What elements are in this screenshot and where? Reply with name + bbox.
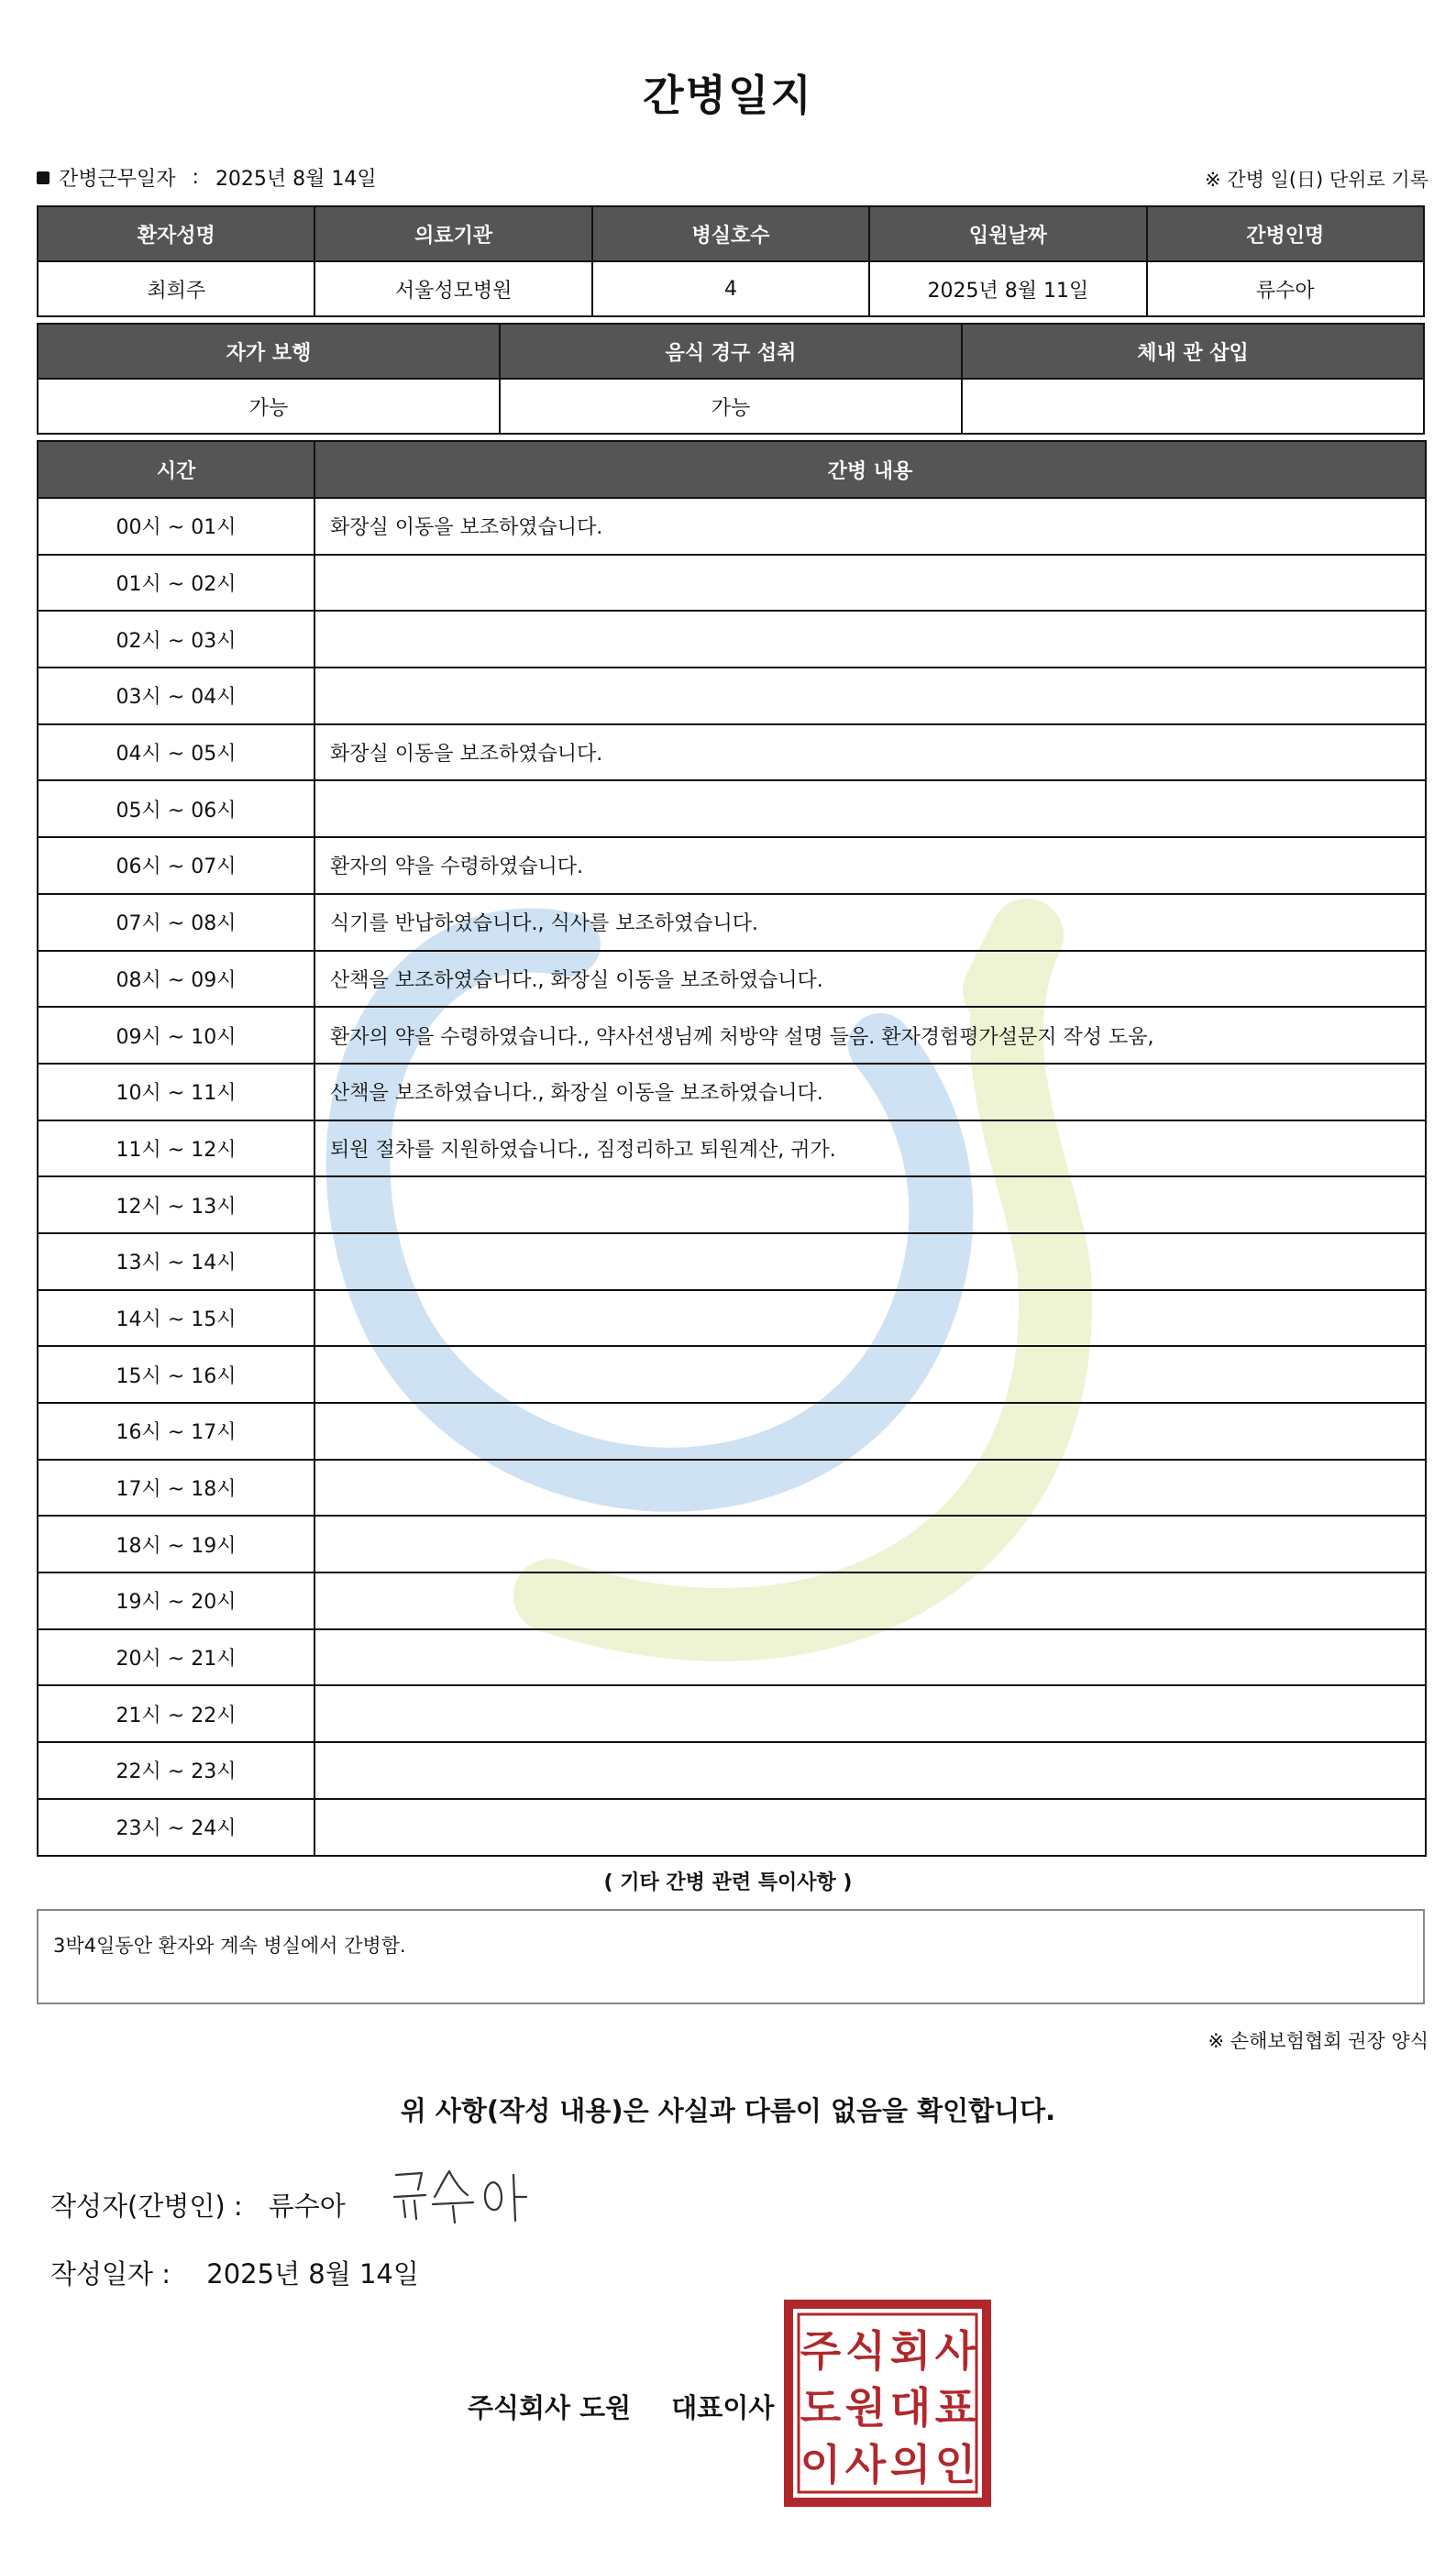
svg-text:사: 사 — [934, 2326, 976, 2376]
care-content-cell: 식기를 반납하였습니다., 식사를 보조하였습니다. — [314, 894, 1426, 951]
care-log-body — [38, 498, 1426, 1856]
svg-text:회: 회 — [889, 2326, 932, 2376]
header-hospital: 의료기관 — [314, 206, 591, 261]
care-content-cell — [314, 1799, 1426, 1856]
table-row — [38, 1572, 1426, 1629]
care-content-cell: 산책을 보조하였습니다., 화장실 이동을 보조하였습니다. — [314, 1064, 1426, 1120]
care-content-cell — [314, 1233, 1426, 1290]
table-row — [38, 1120, 1426, 1177]
time-cell: 03시 ~ 04시 — [38, 668, 314, 724]
table-row — [38, 668, 1426, 724]
table-row — [38, 1233, 1426, 1290]
table-row — [38, 1460, 1426, 1517]
care-content-cell — [314, 1403, 1426, 1460]
table-row — [38, 1516, 1426, 1572]
svg-text:도: 도 — [800, 2383, 842, 2433]
care-content-cell: 환자의 약을 수령하였습니다., 약사선생님께 처방약 설명 들음. 환자경험평가설문지 작성 도움, — [314, 1007, 1426, 1064]
table-row — [38, 1346, 1426, 1403]
header-care-content: 간병 내용 — [314, 441, 1426, 498]
writer-name: 류수아 — [268, 2190, 346, 2222]
table-row — [38, 611, 1426, 668]
care-content-cell: 퇴원 절차를 지원하였습니다., 짐정리하고 퇴원계산, 귀가. — [314, 1120, 1426, 1177]
care-content-cell — [314, 668, 1426, 724]
time-cell: 11시 ~ 12시 — [38, 1120, 314, 1177]
header-walking: 자가 보행 — [38, 324, 500, 379]
time-cell: 16시 ~ 17시 — [38, 1403, 314, 1460]
table-row — [38, 780, 1426, 837]
care-content-cell: 화장실 이동을 보조하였습니다. — [314, 724, 1426, 781]
writer-line — [50, 2186, 346, 2223]
time-cell: 21시 ~ 22시 — [38, 1685, 314, 1742]
tube-cell — [962, 379, 1424, 434]
time-cell: 09시 ~ 10시 — [38, 1007, 314, 1064]
room-cell: 4 — [592, 261, 869, 316]
walking-cell: 가능 — [38, 379, 500, 434]
recommend-note: ※ 손해보험협회 권장 양식 — [1208, 2030, 1428, 2052]
care-content-cell — [314, 1290, 1426, 1347]
written-date-line — [50, 2254, 419, 2291]
time-cell: 00시 ~ 01시 — [38, 498, 314, 555]
header-tube: 체내 관 삽입 — [962, 324, 1424, 379]
hospital-cell: 서울성모병원 — [314, 261, 591, 316]
time-cell: 08시 ~ 09시 — [38, 951, 314, 1008]
time-cell: 10시 ~ 11시 — [38, 1064, 314, 1120]
work-date-line — [37, 163, 377, 192]
special-notes-box — [37, 1909, 1425, 2004]
confirmation-statement: 위 사항(작성 내용)은 사실과 다름이 없음을 확인합니다. — [400, 2095, 1056, 2126]
table-row — [38, 1064, 1426, 1120]
care-content-cell — [314, 1629, 1426, 1686]
company-line — [468, 2388, 774, 2425]
time-cell: 05시 ~ 06시 — [38, 780, 314, 837]
caregiver-cell: 류수아 — [1147, 261, 1424, 316]
care-content-cell — [314, 1516, 1426, 1572]
written-date-label: 작성일자 : — [50, 2258, 171, 2290]
care-content-cell — [314, 555, 1426, 612]
time-cell: 22시 ~ 23시 — [38, 1742, 314, 1799]
page-title: 간병일지 — [643, 71, 813, 120]
svg-text:표: 표 — [934, 2383, 976, 2433]
table-row — [38, 1007, 1426, 1064]
table-row — [38, 555, 1426, 612]
care-content-cell — [314, 1742, 1426, 1799]
table-row — [38, 1629, 1426, 1686]
patient-info-table — [37, 205, 1425, 317]
care-content-cell: 환자의 약을 수령하였습니다. — [314, 837, 1426, 894]
time-cell: 12시 ~ 13시 — [38, 1176, 314, 1233]
header-caregiver: 간병인명 — [1147, 206, 1424, 261]
work-date-value: 2025년 8월 14일 — [215, 168, 377, 191]
table-row — [38, 1290, 1426, 1347]
time-cell: 23시 ~ 24시 — [38, 1799, 314, 1856]
svg-text:이: 이 — [800, 2440, 842, 2489]
company-title: 대표이사 — [671, 2392, 775, 2423]
time-cell: 19시 ~ 20시 — [38, 1572, 314, 1629]
table-row — [38, 1799, 1426, 1856]
time-cell: 07시 ~ 08시 — [38, 894, 314, 951]
table-row — [38, 379, 1424, 434]
care-content-cell — [314, 780, 1426, 837]
svg-text:원: 원 — [844, 2383, 887, 2433]
time-cell: 14시 ~ 15시 — [38, 1290, 314, 1347]
table-row — [38, 724, 1426, 781]
handwritten-signature — [385, 2155, 532, 2237]
header-admission-date: 입원날짜 — [869, 206, 1146, 261]
time-cell: 20시 ~ 21시 — [38, 1629, 314, 1686]
care-log-table — [37, 440, 1427, 1857]
patient-status-table — [37, 323, 1425, 435]
table-header-row — [38, 324, 1424, 379]
time-cell: 17시 ~ 18시 — [38, 1460, 314, 1517]
svg-text:의: 의 — [889, 2440, 932, 2489]
company-name: 주식회사 도원 — [468, 2392, 632, 2423]
time-cell: 01시 ~ 02시 — [38, 555, 314, 612]
care-content-cell — [314, 1460, 1426, 1517]
table-row — [38, 1176, 1426, 1233]
table-row — [38, 261, 1424, 316]
table-header-row — [38, 206, 1424, 261]
care-content-cell — [314, 1685, 1426, 1742]
bullet-square-icon — [37, 171, 50, 184]
writer-label: 작성자(간병인) : — [50, 2190, 243, 2222]
care-content-cell — [314, 611, 1426, 668]
table-row — [38, 894, 1426, 951]
table-row — [38, 1685, 1426, 1742]
svg-text:인: 인 — [934, 2440, 976, 2489]
care-content-cell — [314, 1176, 1426, 1233]
svg-text:주: 주 — [800, 2326, 842, 2376]
time-cell: 06시 ~ 07시 — [38, 837, 314, 894]
special-notes-text: 3박4일동안 환자와 계속 병실에서 간병함. — [53, 1935, 406, 1957]
table-row — [38, 1403, 1426, 1460]
table-row — [38, 951, 1426, 1008]
table-row — [38, 837, 1426, 894]
care-content-cell: 산책을 보조하였습니다., 화장실 이동을 보조하였습니다. — [314, 951, 1426, 1008]
header-oral-intake: 음식 경구 섭취 — [500, 324, 962, 379]
admission-date-cell: 2025년 8월 11일 — [869, 261, 1146, 316]
header-room: 병실호수 — [592, 206, 869, 261]
svg-text:대: 대 — [889, 2383, 932, 2433]
table-row — [38, 498, 1426, 555]
table-row — [38, 1742, 1426, 1799]
table-header-row — [38, 441, 1426, 498]
care-content-cell: 화장실 이동을 보조하였습니다. — [314, 498, 1426, 555]
oral-intake-cell: 가능 — [500, 379, 962, 434]
care-content-cell — [314, 1346, 1426, 1403]
special-notes-title: ( 기타 간병 관련 특이사항 ) — [603, 1871, 853, 1894]
work-date-label: 간병근무일자 — [59, 168, 176, 191]
time-cell: 15시 ~ 16시 — [38, 1346, 314, 1403]
care-content-cell — [314, 1572, 1426, 1629]
header-time: 시간 — [38, 441, 314, 498]
svg-text:식: 식 — [844, 2326, 887, 2376]
patient-name-cell: 최희주 — [38, 261, 314, 316]
company-seal-stamp — [784, 2300, 991, 2507]
time-cell: 02시 ~ 03시 — [38, 611, 314, 668]
time-cell: 13시 ~ 14시 — [38, 1233, 314, 1290]
header-patient-name: 환자성명 — [38, 206, 314, 261]
time-cell: 18시 ~ 19시 — [38, 1516, 314, 1572]
svg-text:사: 사 — [844, 2440, 887, 2489]
time-cell: 04시 ~ 05시 — [38, 724, 314, 781]
written-date-value: 2025년 8월 14일 — [206, 2258, 419, 2290]
unit-note: ※ 간병 일(日) 단위로 기록 — [1205, 169, 1428, 191]
work-date-separator: : — [192, 166, 199, 189]
